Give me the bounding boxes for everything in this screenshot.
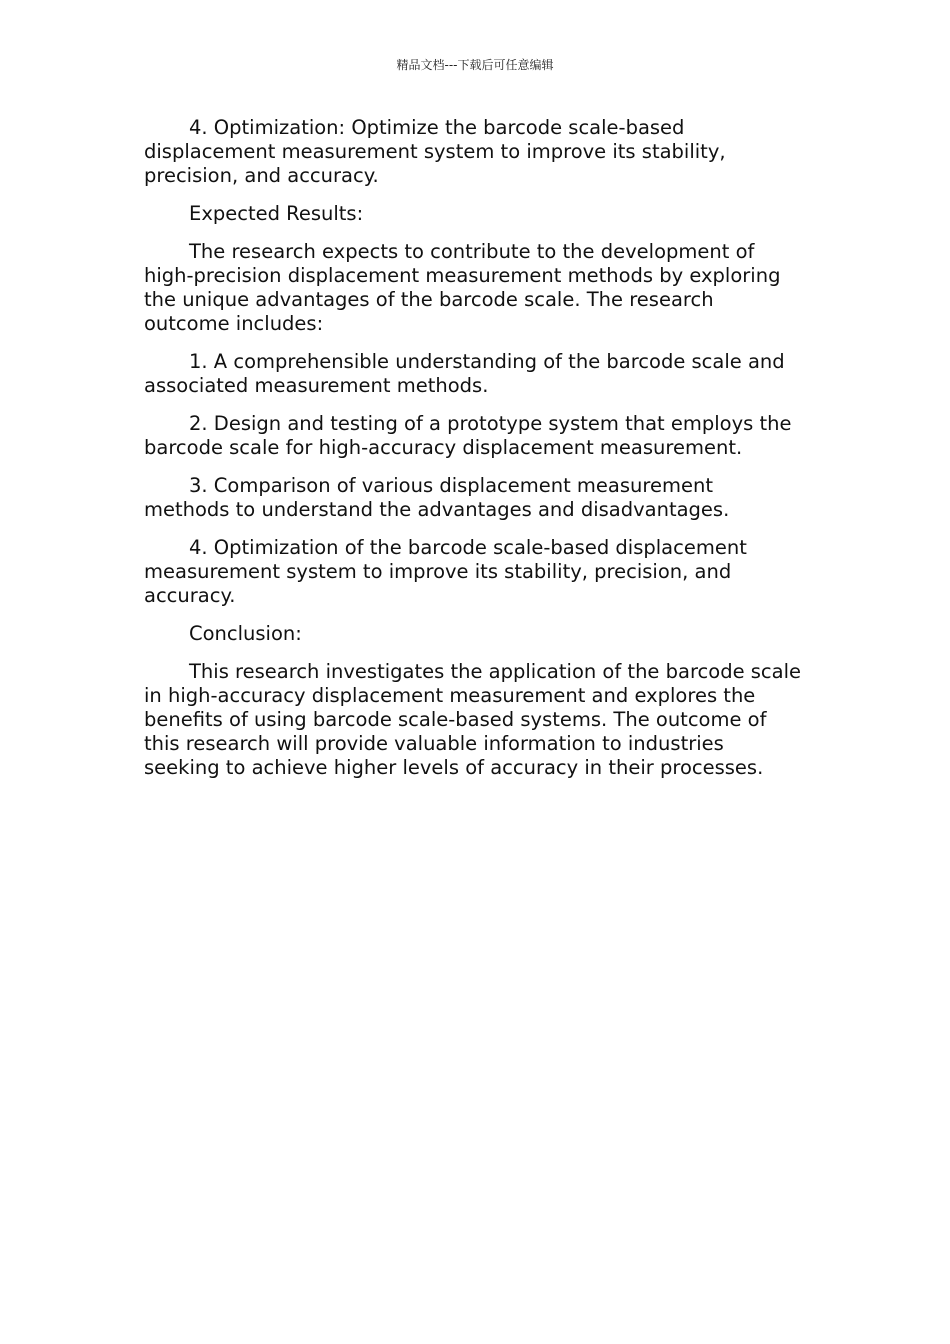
paragraph-research-expectations: The research expects to contribute to the development of high-precision displacement measurement methods by exploring the unique advantages of the barcode scale. The research outcome includes: (144, 240, 781, 335)
paragraph-conclusion: This research investigates the application of the barcode scale in high-accuracy displacement measurement and explores the benefits of using barcode scale-based systems. The outcome of this research will provide valuable information to industries seeking to achieve higher levels of accuracy in their processes. (144, 660, 802, 779)
heading-conclusion: Conclusion: (189, 622, 302, 645)
outcome-item-1: 1. A comprehensible understanding of the barcode scale and associated measurement methods. (144, 350, 785, 397)
outcome-item-2: 2. Design and testing of a prototype system that employs the barcode scale for high-accuracy displacement measurement. (144, 412, 792, 459)
outcome-item-4: 4. Optimization of the barcode scale-based displacement measurement system to improve its stability, precision, and accuracy. (144, 536, 747, 607)
paragraph-optimization-step: 4. Optimization: Optimize the barcode scale-based displacement measurement system to improve its stability, precision, and accuracy. (144, 116, 726, 187)
document-body (144, 116, 804, 794)
page-header: 精品文档---下载后可任意编辑 (396, 58, 554, 72)
outcome-item-3: 3. Comparison of various displacement measurement methods to understand the advantages and disadvantages. (144, 474, 730, 521)
heading-expected-results: Expected Results: (189, 202, 364, 225)
